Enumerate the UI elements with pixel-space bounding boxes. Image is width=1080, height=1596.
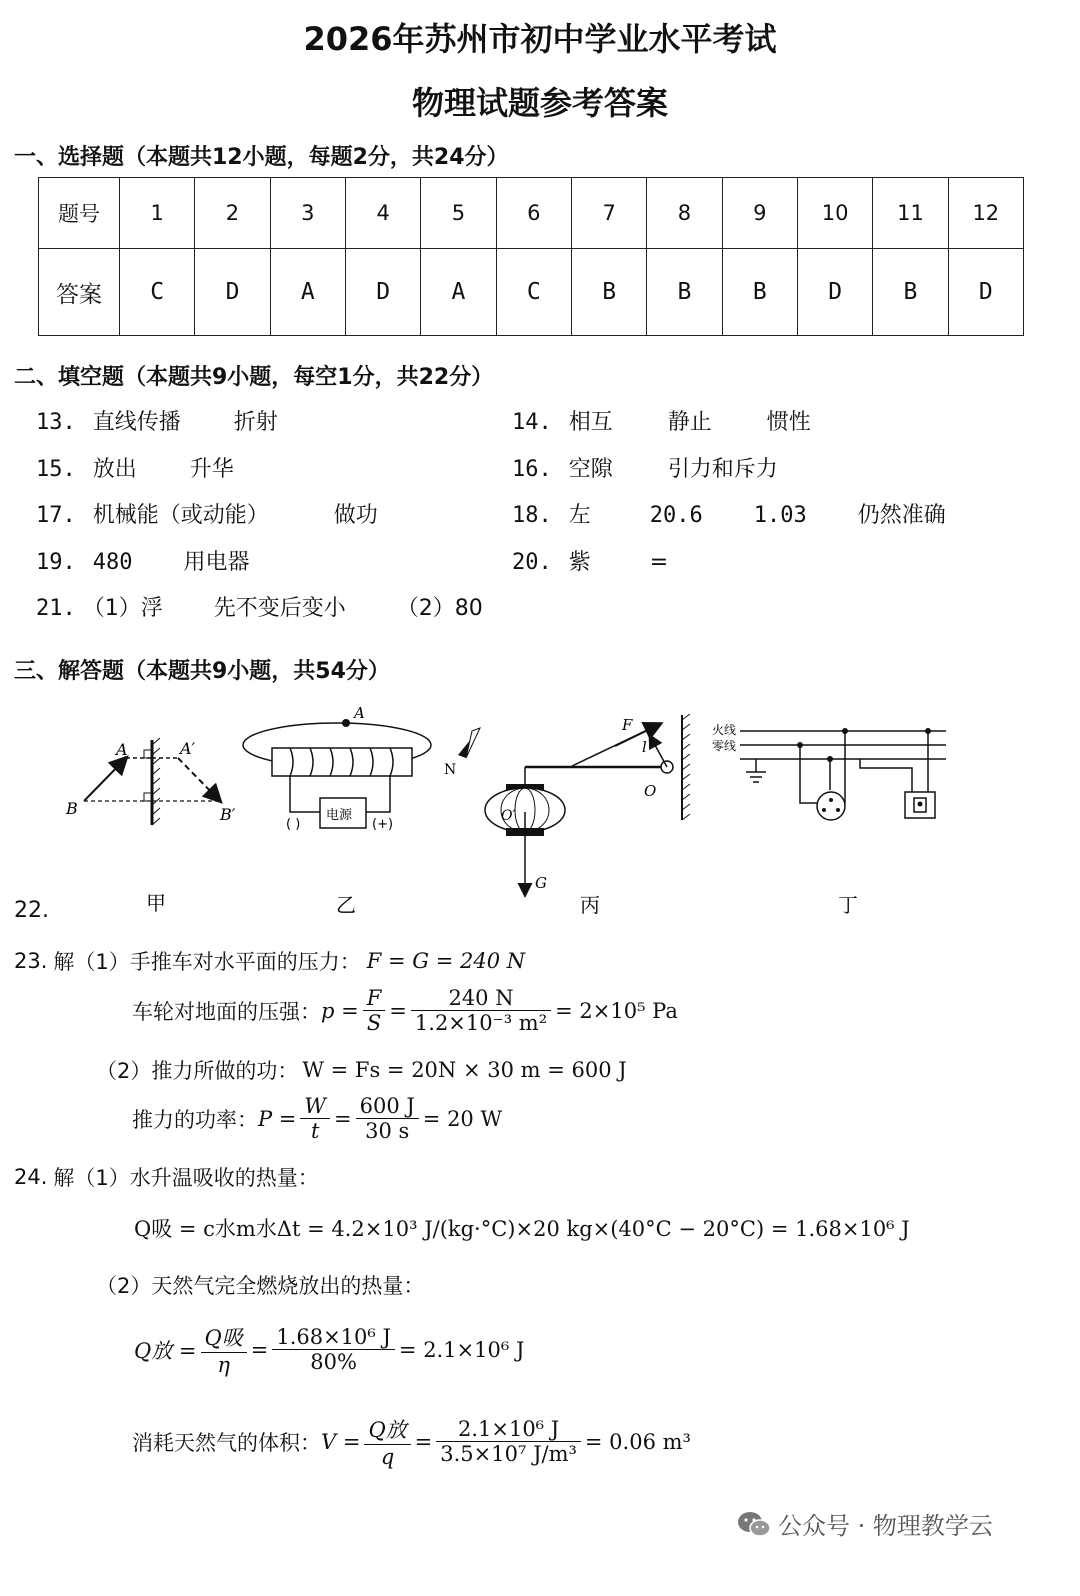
fig-label-ding: 丁 bbox=[838, 893, 858, 917]
page-subtitle: 物理试题参考答案 bbox=[411, 84, 668, 122]
fill-item-21: 21. （1）浮 先不变后变小 （2）80 bbox=[36, 596, 483, 621]
q22-figures bbox=[40, 700, 1040, 930]
question-number-8: 8 bbox=[647, 178, 722, 249]
jia-label-A: A bbox=[116, 740, 128, 759]
question-number-7: 7 bbox=[571, 178, 646, 249]
question-number-12: 12 bbox=[948, 178, 1023, 249]
answer-11: B bbox=[873, 249, 948, 336]
row-label-num: 题号 bbox=[39, 178, 120, 249]
figure-yi bbox=[243, 704, 480, 832]
watermark: 公众号 · 物理教学云 bbox=[736, 1506, 993, 1541]
figure-ding bbox=[712, 722, 946, 820]
question-number-6: 6 bbox=[496, 178, 571, 249]
jia-label-B2: B′ bbox=[220, 805, 236, 824]
yi-label-N: N bbox=[444, 762, 457, 778]
page-title: 2026年苏州市初中学业水平考试 bbox=[303, 20, 777, 58]
bing-label-G: G bbox=[535, 874, 547, 892]
answer-12: D bbox=[948, 249, 1023, 336]
fill-item-17: 17. 机械能（或动能） 做功 bbox=[36, 503, 378, 528]
answer-table bbox=[38, 177, 1024, 336]
fill-item-15: 15. 放出 升华 bbox=[36, 457, 234, 482]
q24-volume: 消耗天然气的体积： V = $\frac{\text{Q放}}{q}$ = $\frac{\text{2.1×10⁶ J}}{\text{3.5×10⁷ J/m³}}$ = 0.06 m³ bbox=[132, 1414, 691, 1469]
jia-label-B: B bbox=[66, 799, 78, 818]
fig-label-jia: 甲 bbox=[146, 891, 166, 915]
fill-item-20: 20. 紫 = bbox=[512, 550, 669, 575]
answer-3: A bbox=[270, 249, 345, 336]
yi-plus-label: (+) bbox=[372, 817, 394, 832]
question-number-1: 1 bbox=[120, 178, 195, 249]
question-number-2: 2 bbox=[195, 178, 270, 249]
yi-source-label: 电源 bbox=[326, 808, 353, 823]
fig-label-yi: 乙 bbox=[336, 893, 356, 917]
fill-item-19: 19. 480 用电器 bbox=[36, 550, 250, 575]
answer-4: D bbox=[345, 249, 420, 336]
fill-item-13: 13. 直线传播 折射 bbox=[36, 410, 278, 435]
question-number-11: 11 bbox=[873, 178, 948, 249]
q23-work: （2）推力所做的功： W = Fs = 20N × 30 m = 600 J bbox=[96, 1058, 627, 1083]
q24-heat-formula: Q吸 = c水m水Δt = 4.2×10³ J/(kg·°C)×20 kg×(40°C − 20°C) = 1.68×10⁶ J bbox=[134, 1217, 910, 1241]
answer-6: C bbox=[496, 249, 571, 336]
fill-item-16: 16. 空隙 引力和斥力 bbox=[512, 457, 778, 482]
q23-power: 推力的功率： P = $\frac{W}{t}$ = $\frac{600 J}{30 s}$ = 20 W bbox=[132, 1094, 503, 1143]
fill-item-18: 18. 左 20.6 1.03 仍然准确 bbox=[512, 503, 946, 528]
answer-1: C bbox=[120, 249, 195, 336]
row-label-ans: 答案 bbox=[39, 249, 120, 336]
bing-label-O2: O′ bbox=[501, 808, 516, 824]
q23-line1: 23. 解（1）手推车对水平面的压力： F = G = 240 N bbox=[14, 949, 526, 974]
answer-2: D bbox=[195, 249, 270, 336]
answer-10: D bbox=[797, 249, 872, 336]
section3-heading: 三、解答题（本题共9小题，共54分） bbox=[14, 659, 390, 684]
yi-label-A: A bbox=[354, 704, 365, 722]
ding-label-neutral: 零线 bbox=[712, 739, 737, 753]
q22-number: 22. bbox=[14, 898, 49, 923]
answer-7: B bbox=[571, 249, 646, 336]
yi-minus-label: ( ) bbox=[286, 817, 301, 832]
question-number-9: 9 bbox=[722, 178, 797, 249]
q24-heat-released: Q放 = $\frac{\text{Q吸}}{\eta}$ = $\frac{\text{1.68×10⁶ J}}{80\%}$ = 2.1×10⁶ J bbox=[134, 1322, 524, 1377]
answer-9: B bbox=[722, 249, 797, 336]
wechat-icon bbox=[736, 1509, 772, 1539]
bing-label-O: O bbox=[644, 782, 657, 800]
section2-heading: 二、填空题（本题共9小题，每空1分，共22分） bbox=[14, 365, 494, 390]
question-number-3: 3 bbox=[270, 178, 345, 249]
answer-8: B bbox=[647, 249, 722, 336]
q24-part2-label: （2）天然气完全燃烧放出的热量： bbox=[96, 1274, 425, 1298]
fill-item-14: 14. 相互 静止 惯性 bbox=[512, 410, 811, 435]
figure-jia bbox=[65, 738, 236, 825]
fig-label-bing: 丙 bbox=[580, 893, 600, 917]
question-number-4: 4 bbox=[345, 178, 420, 249]
section1-heading: 一、选择题（本题共12小题，每题2分，共24分） bbox=[14, 145, 509, 170]
answer-5: A bbox=[421, 249, 496, 336]
q23-pressure: 车轮对地面的压强： p = $\frac{F}{S}$ = $\frac{240 N}{\text{1.2×10⁻³ m²}}$ = 2×10⁵ Pa bbox=[132, 986, 678, 1035]
question-number-10: 10 bbox=[797, 178, 872, 249]
bing-label-l: l bbox=[642, 738, 647, 756]
question-number-5: 5 bbox=[421, 178, 496, 249]
ding-label-live: 火线 bbox=[712, 723, 737, 737]
bing-label-F: F bbox=[622, 716, 633, 734]
jia-label-A2: A′ bbox=[180, 739, 196, 758]
figure-bing bbox=[485, 714, 690, 895]
q24-line1: 24. 解（1）水升温吸收的热量： bbox=[14, 1165, 319, 1190]
